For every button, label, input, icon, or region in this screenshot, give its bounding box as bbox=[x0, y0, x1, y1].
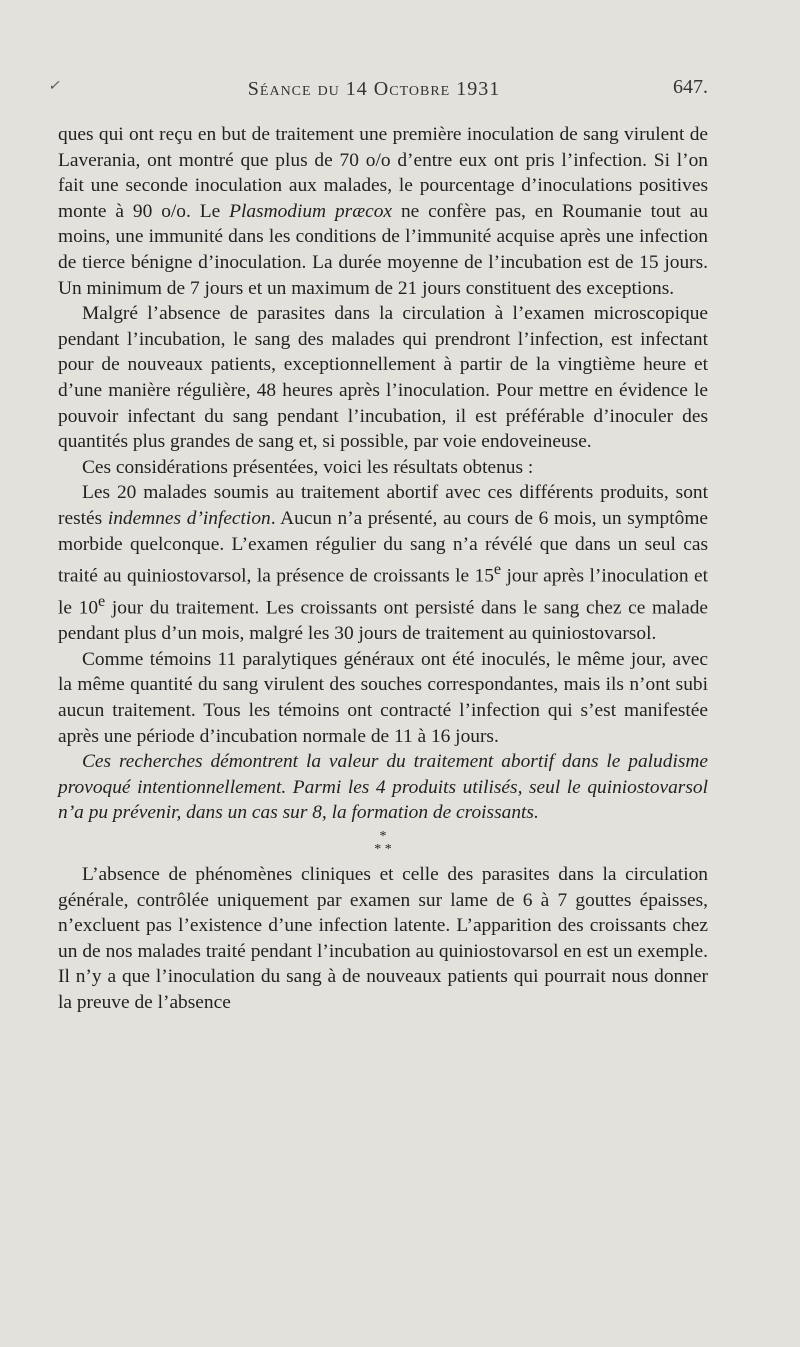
superscript-e-2: e bbox=[98, 593, 106, 611]
margin-mark: ✓ bbox=[48, 79, 60, 94]
paragraph-4-text-a: Les 20 malades soumis au traitement abortif avec ces différents produits, sont restés bbox=[58, 482, 708, 529]
paragraph-6-italic: Ces recherches démontrent la valeur du traitement abortif dans le paludisme provoqué intentionnellement. Parmi les 4 produits utilisés, seul le quiniostovarsol n’a pu prévenir, dans un cas sur 8, la formation de croissants. bbox=[58, 751, 708, 824]
paragraph-4-italic: indemnes d’infection bbox=[107, 507, 271, 529]
superscript-e-1: e bbox=[493, 561, 502, 579]
paragraph-1-text: ques qui ont reçu en but de traitement une première inoculation de sang virulent de Laverania, ont montré que plus de 70 o/o d’entre eux ont pris l’infection. Si l’on fait une seconde inoculation aux malades, le pourcentage d’inoculations positives monte à 90 o/o. Le bbox=[58, 124, 708, 222]
paragraph-2: Malgré l’absence de parasites dans la circulation à l’examen microscopique pendant l’incubation, le sang des malades qui prendront l’infection, est infectant pour de nouveaux patients, exceptionnellement à partir de la vingtième heure et d’une manière régulière, 48 heures après l’inoculation. Pour mettre en évidence le pouvoir infectant du sang pendant l’incubation, il est préférable d’inoculer des quantités plus grandes de sang et, si possible, par voie endoveineuse. bbox=[58, 303, 708, 453]
body-text bbox=[58, 122, 708, 1016]
paragraph-5: Comme témoins 11 paralytiques généraux ont été inoculés, le même jour, avec la même quantité du sang virulent des souches correspondantes, mais ils n’ont subi aucun traitement. Tous les témoins ont contracté l’infection qui s’est manifestée après une période d’incubation normale de 11 à 16 jours. bbox=[58, 648, 708, 747]
paragraph-4-text-c: jour après l’inoculation et le 10 bbox=[58, 565, 708, 619]
paragraph-7: L’absence de phénomènes cliniques et celle des parasites dans la circulation générale, contrôlée uniquement par examen sur lame de 6 à 7 gouttes épaisses, n’excluent pas l’existence d’une infection latente. L’apparition des croissants chez un de nos malades traité pendant l’incubation au quiniostovarsol en est un exemple. Il n’y a que l’inoculation du sang à de nouveaux patients qui pourrait nous donner la preuve de l’absence bbox=[58, 863, 708, 1013]
paragraph-1-italic: Plasmodium præcox bbox=[229, 200, 393, 222]
page-number: 647. bbox=[673, 76, 708, 98]
paragraph-1 bbox=[58, 122, 708, 301]
section-separator bbox=[58, 830, 708, 856]
paragraph-4-text-b: . Aucun n’a présenté, au cours de 6 mois, un symptôme morbide quelconque. L’examen régulier du sang n’a révélé que dans un seul cas traité au quiniostovarsol, la présence de croissants le 15 bbox=[58, 507, 709, 587]
paragraph-4-text-d: jour du traitement. Les croissants ont persisté dans le sang chez ce malade pendant plus d’un mois, malgré les 30 jours de traitement au quiniostovarsol. bbox=[58, 597, 709, 645]
separator-star-top: * bbox=[379, 828, 387, 844]
paragraph-6 bbox=[58, 749, 708, 826]
paragraph-4 bbox=[58, 480, 708, 647]
running-title: Séance du 14 Octobre 1931 bbox=[247, 78, 501, 100]
page-header bbox=[40, 72, 708, 108]
separator-star-bottom: * * bbox=[374, 841, 392, 857]
paragraph-3: Ces considérations présentées, voici les résultats obtenus : bbox=[82, 456, 534, 478]
paragraph-1-text-end: ne confère pas, en Roumanie tout au moins, une immunité dans les conditions de l’immunité acquise après une infection de tierce bénigne d’inoculation. La durée moyenne de l’incubation est de 15 jours. Un minimum de 7 jours et un maximum de 21 jours constituent des exceptions. bbox=[58, 200, 709, 299]
